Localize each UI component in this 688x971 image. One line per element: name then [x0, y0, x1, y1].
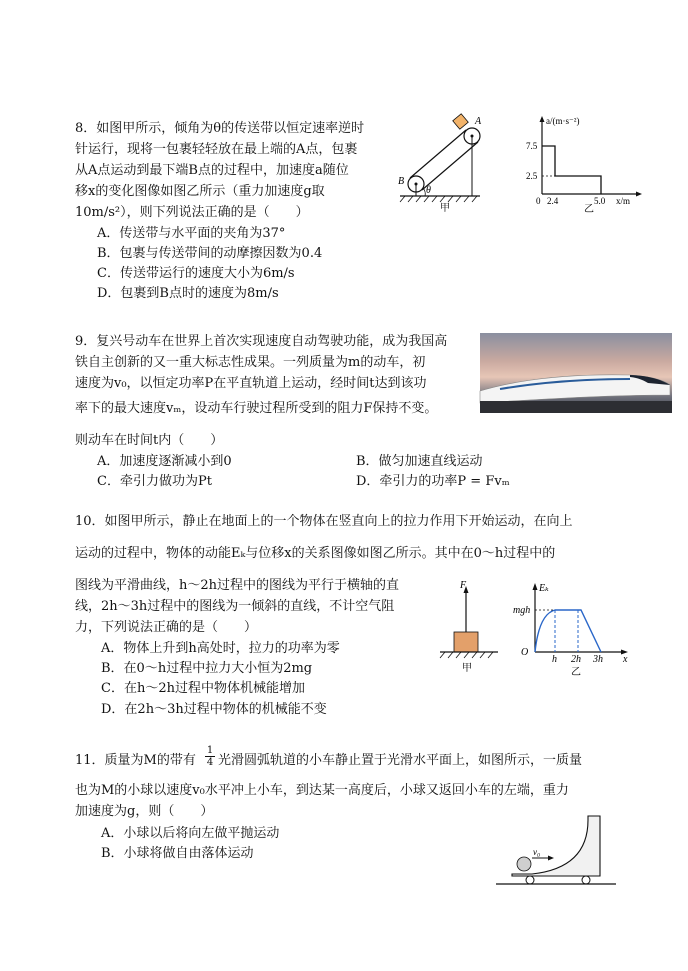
label-v0: v₀: [533, 847, 541, 857]
ball: [517, 857, 531, 871]
train-photo: [480, 333, 672, 413]
q9-line-2: 铁自主创新的又一重大标志性成果。一列质量为m的动车，初: [75, 355, 426, 370]
q10-option-c: C．在h～2h过程中物体机械能增加: [101, 681, 305, 696]
mgh-label: mgh: [513, 605, 531, 616]
q9-option-a: A．加速度逐渐减小到0: [97, 454, 232, 469]
caption-jia: 甲: [440, 203, 450, 214]
q10-line-5: 力，下列说法正确的是（ ）: [75, 620, 258, 635]
wheel-left: [526, 876, 534, 884]
x-tick-2-4: 2.4: [547, 196, 559, 206]
q8-option-b: B．包裹与传送带间的动摩擦因数为0.4: [97, 246, 323, 261]
q11-option-a: A．小球以后将向左做平抛运动: [101, 826, 280, 841]
q11-line-1b: 光滑圆弧轨道的小车静止置于光滑水平面上，如图所示，一质量: [218, 753, 583, 768]
q9-line-3: 速度为v₀，以恒定功率P在平直轨道上运动，经时间t达到该功: [75, 376, 427, 391]
y-tick-2-5: 2.5: [526, 171, 538, 181]
package-box: [453, 114, 468, 129]
q9-line-5: 则动车在时间t内（ ）: [75, 433, 224, 448]
q10-line-2: 运动的过程中，物体的动能Eₖ与位移x的关系图像如图乙所示。其中在0～h过程中的: [75, 546, 556, 561]
x-tick-2h: 2h: [571, 654, 581, 665]
q10-line-1: 10．如图甲所示，静止在地面上的一个物体在竖直向上的拉力作用下开始运动，在向上: [75, 514, 573, 529]
x-tick-0: 0: [536, 196, 541, 206]
x-tick-h: h: [552, 654, 557, 665]
x-tick-5-0: 5.0: [594, 196, 606, 206]
fraction-denominator: 4: [206, 757, 214, 768]
q10-option-d: D．在2h～3h过程中物体的机械能不变: [101, 702, 327, 717]
caption-yi: 乙: [571, 667, 581, 678]
label-f: F: [460, 580, 467, 591]
x-axis-label: x: [623, 654, 628, 665]
q8-option-a: A．传送带与水平面的夹角为37°: [97, 226, 286, 241]
q8-line-1: 8．如图甲所示，倾角为θ的传送带以恒定速率逆时: [75, 121, 365, 136]
q8-figure-jia: [395, 112, 495, 212]
q9-line-1: 9．复兴号动车在世界上首次实现速度自动驾驶功能，成为我国高: [75, 334, 448, 349]
q10-figure-jia: [436, 580, 506, 675]
q11-figure: [492, 812, 622, 892]
x-tick-3h: 3h: [593, 654, 603, 665]
q8-option-c: C．传送带运行的速度大小为6m/s: [97, 266, 295, 281]
origin-label: O: [521, 647, 529, 658]
caption-jia: 甲: [462, 663, 472, 674]
q11-line-3: 加速度为g，则（ ）: [75, 804, 214, 819]
graph-line: [542, 146, 601, 194]
q9-option-c: C．牵引力做功为Pt: [97, 474, 212, 489]
q9-line-4: 率下的最大速度vₘ，设动车行驶过程所受到的阻力F保持不变。: [75, 401, 438, 416]
y-axis-label: Eₖ: [539, 583, 549, 594]
graph-curve: [535, 610, 601, 652]
y-tick-7-5: 7.5: [526, 141, 538, 151]
q10-line-4: 线，2h～3h过程中的图线为一倾斜的直线，不计空气阻: [75, 599, 395, 614]
q11-line-1a: 11．质量为M的带有: [75, 753, 196, 768]
q11-line-2: 也为M的小球以速度v₀水平冲上小车，到达某一高度后，小球又返回小车的左端，重力: [75, 783, 569, 798]
y-axis-label: a/(m·s⁻²): [546, 116, 580, 126]
q8-line-3: 从A点运动到最下端B点的过程中，加速度a随位: [75, 163, 349, 178]
caption-yi: 乙: [584, 204, 594, 215]
q9-option-d: D．牵引力的功率P = Fvₘ: [356, 474, 510, 489]
object-box: [454, 632, 478, 652]
q10-line-3: 图线为平滑曲线，h～2h过程中的图线为平行于横轴的直: [75, 578, 400, 593]
q10-option-b: B．在0～h过程中拉力大小恒为2mg: [101, 661, 313, 676]
q11-fraction: [205, 745, 215, 768]
x-axis-label: x/m: [616, 196, 631, 206]
label-b: B: [398, 176, 405, 187]
q10-option-a: A．物体上升到h高处时，拉力的功率为零: [101, 641, 340, 656]
q11-option-b: B．小球将做自由落体运动: [101, 846, 254, 861]
wheel-right: [582, 876, 590, 884]
label-a: A: [475, 116, 482, 127]
q9-option-b: B．做匀加速直线运动: [356, 454, 483, 469]
q8-figure-yi: [520, 112, 670, 215]
q8-line-4: 移x的变化图像如图乙所示（重力加速度g取: [75, 184, 325, 199]
q10-figure-yi: [515, 580, 635, 680]
fraction-numerator: 1: [206, 745, 214, 756]
q8-line-2: 针运行，现将一包裹轻轻放在最上端的A点，包裹: [75, 142, 358, 157]
q8-option-d: D．包裹到B点时的速度为8m/s: [97, 286, 279, 301]
label-theta: θ: [426, 185, 431, 196]
q8-line-5: 10m/s²），则下列说法正确的是（ ）: [75, 205, 309, 220]
